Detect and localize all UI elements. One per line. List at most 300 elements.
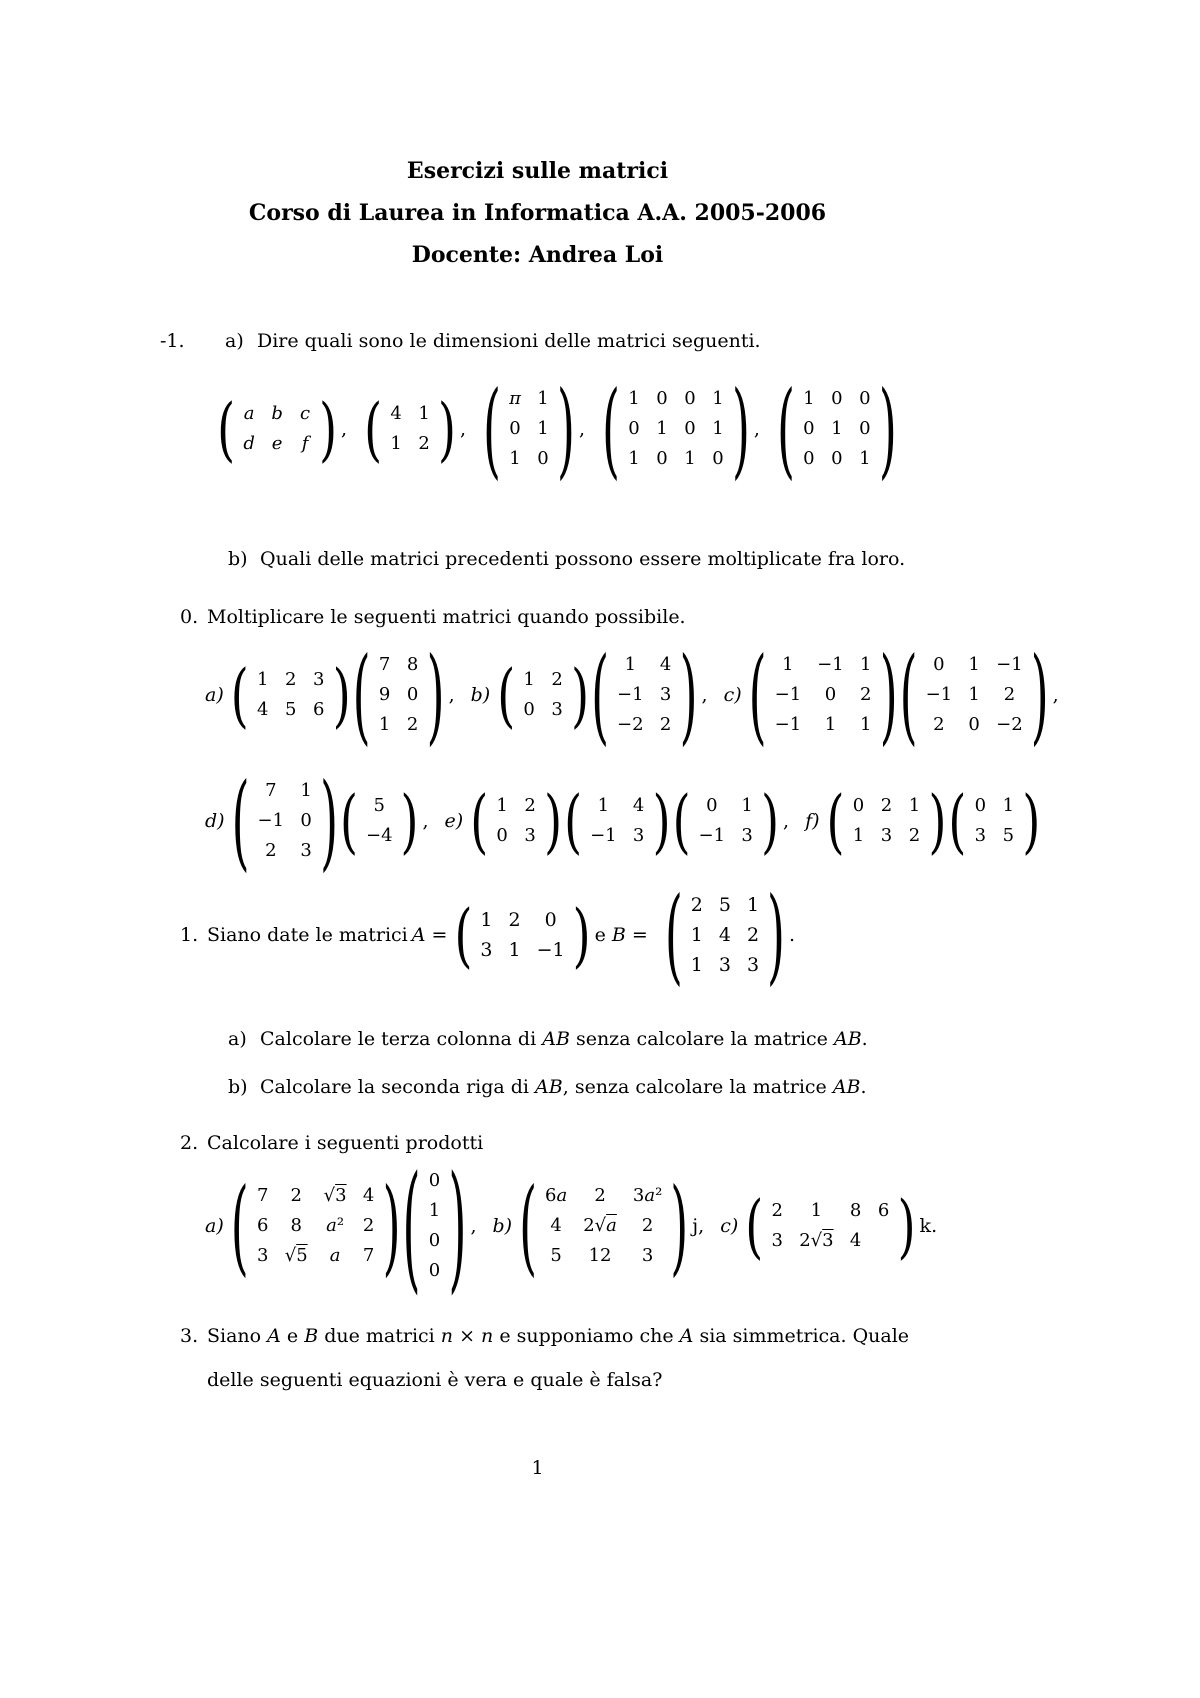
matrix-cell: 1 (537, 388, 549, 409)
text-part: , (460, 418, 467, 440)
matrix (519, 1165, 689, 1287)
matrix-grid (609, 650, 680, 740)
left-paren: ( (776, 368, 795, 490)
matrix-row (620, 414, 732, 444)
matrix-cell: 2 (406, 714, 419, 735)
right-paren: ) (320, 760, 339, 882)
matrix-row (966, 791, 1022, 821)
matrix-row (358, 821, 401, 851)
matrix-cell: 1 (741, 795, 753, 816)
text-part: e (594, 924, 612, 946)
matrix-cell: 7 (265, 780, 277, 801)
matrix-grid (620, 384, 732, 474)
matrix-cell: 1 (537, 418, 549, 439)
exercise-minus1-heading (150, 328, 1110, 354)
math-group (205, 634, 455, 756)
document-content (150, 0, 1110, 1479)
matrix-cell: 0 (428, 1260, 441, 1281)
group-after (341, 418, 347, 440)
matrix-cell: −1 (996, 654, 1023, 675)
matrix-grid (501, 384, 557, 474)
text-part: , (753, 418, 760, 440)
right-paren: ) (761, 780, 780, 862)
matrix-cell: 4 (849, 1230, 862, 1251)
sub-item-b-label: b) (228, 1076, 248, 1098)
group-after (754, 418, 760, 440)
item-number-2: 2. (180, 1132, 199, 1154)
matrix-grid (763, 1196, 897, 1256)
matrix-cell: √3 (323, 1185, 347, 1206)
matrix-cell: 2 (284, 669, 297, 690)
matrix-row (249, 665, 333, 695)
text-part: b) (492, 1215, 513, 1237)
matrix-cell: e (271, 433, 283, 454)
matrix-cell: 1 (810, 1200, 823, 1221)
group-label (205, 1215, 224, 1237)
left-paren: ( (602, 368, 620, 490)
matrix-cell: 0 (523, 699, 535, 720)
matrix-cell: 2 (508, 909, 521, 931)
matrix-cell: 6 (312, 699, 325, 720)
matrix-row (609, 710, 680, 740)
matrix-row (691, 821, 762, 851)
matrix-row (420, 1256, 448, 1286)
right-paren: ) (679, 634, 698, 756)
exercise-minus1-b (150, 546, 1110, 572)
matrix (899, 634, 1049, 756)
matrix-cell: f (301, 433, 309, 454)
text-part: B (611, 924, 626, 946)
matrix-row (918, 710, 1031, 740)
matrix-cell: 4 (550, 1215, 562, 1236)
left-paren: ( (826, 780, 845, 862)
matrix-cell: 7 (256, 1185, 269, 1206)
matrix-row (515, 665, 571, 695)
math-group (363, 388, 467, 470)
matrix-row (683, 950, 767, 980)
math-group (776, 368, 898, 490)
matrix-cell: 0 (968, 714, 980, 735)
text-part: sia simmetrica. Quale delle seguenti equazioni è vera e quale è falsa? (207, 1325, 910, 1391)
matrix-cell: 5 (1002, 825, 1015, 846)
matrix-cell: 1 (831, 418, 843, 439)
matrix-cell: 0 (656, 448, 668, 469)
math-group (205, 1145, 477, 1307)
text-part: = (625, 924, 648, 946)
matrix-grid (966, 791, 1022, 851)
math-group (664, 874, 796, 996)
group-after (789, 924, 795, 946)
matrix-cell: √5 (284, 1245, 308, 1266)
left-paren: ( (748, 634, 767, 756)
matrix-row (501, 414, 557, 444)
matrix-cell: 6 (256, 1215, 269, 1236)
matrix-cell: 0 (803, 418, 815, 439)
matrix-cell: −1 (617, 684, 644, 705)
matrix (591, 634, 698, 756)
right-paren: ) (438, 388, 456, 470)
matrix-cell: 3 (718, 954, 731, 976)
doc-title: Esercizi sulle matrici (406, 158, 669, 184)
matrix-cell: 4 (659, 654, 672, 675)
group-after (920, 1215, 938, 1237)
matrix-cell: 1 (690, 954, 703, 976)
matrix-cell: 0 (428, 1230, 441, 1251)
right-paren: ) (670, 1165, 689, 1287)
sub-item-b-text (260, 1074, 867, 1100)
group-label (471, 684, 491, 706)
matrix (470, 780, 563, 862)
matrix-grid (382, 399, 438, 459)
text-part: d) (205, 810, 225, 832)
matrix-row (488, 791, 544, 821)
text-part: AB (832, 1076, 861, 1098)
matrix-cell: 12 (588, 1245, 612, 1266)
text-part: a) (205, 684, 224, 706)
matrix-cell: 0 (496, 825, 508, 846)
matrix-cell: −1 (925, 684, 953, 705)
left-paren: ( (948, 780, 967, 862)
matrix-cell: 0 (684, 388, 696, 409)
matrix-row (763, 1226, 897, 1256)
text-part: senza calcolare la matrice (569, 1028, 834, 1050)
matrix-row (767, 650, 880, 680)
group-label (805, 810, 819, 832)
matrix-cell: −1 (817, 654, 844, 675)
text-part: Calcolare le terza colonna di (260, 1028, 543, 1050)
matrix-cell: 7 (378, 654, 391, 675)
matrix-cell: 1 (824, 714, 837, 735)
matrix-row (250, 836, 321, 866)
text-part: × (453, 1325, 482, 1347)
matrix (564, 780, 671, 862)
matrix-cell: 1 (508, 939, 521, 961)
matrix-row (844, 791, 928, 821)
left-paren: ( (230, 654, 249, 736)
matrix-cell: 4 (390, 403, 402, 424)
matrix-row (683, 890, 767, 920)
text-part: b) (470, 684, 491, 706)
doc-docente: Docente: Andrea Loi (411, 242, 664, 268)
matrix-row (472, 935, 572, 965)
matrix-cell: −1 (774, 684, 802, 705)
matrix-cell: −2 (617, 714, 644, 735)
math-group (720, 1185, 938, 1267)
matrices-row-ex-minus1 (150, 368, 980, 490)
matrix-cell: 1 (300, 780, 312, 801)
matrix-row (918, 650, 1031, 680)
matrix-cell: 2 (641, 1215, 654, 1236)
math-group (805, 780, 1041, 862)
matrix-cell: 5 (284, 699, 297, 720)
matrix-cell: 1 (712, 388, 724, 409)
matrix-cell: 1 (852, 825, 865, 846)
matrix-cell: 1 (968, 684, 980, 705)
matrix-grid (249, 1181, 383, 1271)
doc-subtitle: Corso di Laurea in Informatica A.A. 2005-2006 (248, 200, 827, 226)
matrix-cell: 1 (624, 654, 637, 675)
matrix-cell: −4 (365, 825, 393, 846)
left-paren: ( (454, 894, 473, 976)
matrix-row (371, 650, 427, 680)
text-part: j (692, 1215, 699, 1237)
matrix-row (795, 444, 879, 474)
text-part: n (440, 1325, 454, 1347)
group-after (579, 418, 585, 440)
matrix (948, 780, 1041, 862)
matrix-cell: 0 (544, 909, 557, 931)
left-paren: ( (230, 1165, 249, 1287)
matrix-cell: 2 (659, 714, 672, 735)
text-part: k (919, 1215, 932, 1237)
matrix-cell: 5 (718, 894, 731, 916)
matrix-cell: 2 (265, 840, 277, 861)
text-part: e) (444, 810, 464, 832)
sub-item-a-label: a) (228, 1028, 247, 1050)
text-part: f) (805, 810, 820, 832)
exercise-1-b (150, 1074, 1110, 1100)
text-part: a) (205, 1215, 224, 1237)
matrix-cell: 0 (537, 448, 549, 469)
matrix-cell: 3 (641, 1245, 654, 1266)
matrix-cell: 3 (659, 684, 672, 705)
matrix-cell: 0 (824, 684, 837, 705)
matrix-row (767, 680, 880, 710)
matrix-cell: 2 (859, 684, 872, 705)
right-paren: ) (897, 1185, 916, 1267)
left-paren: ( (231, 760, 250, 882)
group-after (1053, 684, 1059, 706)
math-group (216, 388, 348, 470)
matrix-cell: b (271, 403, 283, 424)
matrix-row (249, 1211, 383, 1241)
sub-item-a-text (260, 1026, 868, 1052)
matrix-cell: 0 (831, 448, 843, 469)
matrix-cell: 1 (859, 714, 872, 735)
matrix (231, 760, 339, 882)
matrix-cell: −1 (774, 714, 802, 735)
matrix-grid (691, 791, 762, 851)
matrix-row (371, 680, 427, 710)
matrix (364, 388, 456, 470)
matrix (602, 368, 750, 490)
group-label (205, 684, 224, 706)
matrix-cell: 8 (290, 1215, 302, 1236)
matrix-cell: 0 (406, 684, 419, 705)
text-part: n (481, 1325, 494, 1347)
right-paren: ) (928, 780, 947, 862)
left-paren: ( (519, 1165, 538, 1287)
matrix (352, 634, 445, 756)
matrix-grid (844, 791, 928, 851)
matrix-row (918, 680, 1031, 710)
matrix (217, 388, 338, 470)
matrix-cell: 6a (545, 1185, 568, 1206)
matrix-cell: 1 (496, 795, 508, 816)
matrix-cell: 1 (782, 654, 794, 675)
matrix-cell: 1 (523, 669, 535, 690)
group-after (783, 810, 789, 832)
matrix-row (537, 1181, 670, 1211)
text-part: , (341, 418, 348, 440)
right-paren: ) (731, 368, 750, 490)
text-part: B (304, 1325, 319, 1347)
matrix-row (537, 1211, 670, 1241)
exercise-2-text: Calcolare i seguenti prodotti (207, 1132, 484, 1154)
matrix-row (488, 821, 544, 851)
matrix-row (763, 1196, 897, 1226)
left-paren: ( (352, 634, 371, 756)
left-paren: ( (483, 368, 501, 490)
matrix-cell: 1 (803, 388, 815, 409)
right-paren: ) (652, 780, 671, 862)
matrix-row (472, 905, 572, 935)
left-paren: ( (497, 654, 516, 736)
matrix-cell: 1 (746, 894, 760, 916)
matrix-grid (420, 1166, 448, 1286)
text-part: AB (542, 1028, 570, 1050)
matrix (230, 1165, 401, 1287)
group-label (492, 1215, 512, 1237)
text-part: , (701, 684, 708, 706)
matrix-cell: 2√a (583, 1215, 617, 1236)
text-part: , (1052, 684, 1059, 706)
title-block (150, 0, 925, 276)
exercise-0-heading (150, 604, 1110, 630)
matrix-row (382, 399, 438, 429)
text-part: A (679, 1325, 694, 1347)
math-group (444, 780, 790, 862)
matrix-cell: 4 (362, 1185, 375, 1206)
matrix-cell: 1 (378, 714, 391, 735)
matrix-cell: a (329, 1245, 341, 1266)
text-part: . (860, 1076, 867, 1098)
matrix-cell: 0 (933, 654, 945, 675)
matrix-cell: 3a² (632, 1185, 663, 1206)
left-paren: ( (402, 1145, 421, 1307)
matrix-cell: 1 (968, 654, 980, 675)
matrix-cell: 8 (849, 1200, 862, 1221)
text-part: , (578, 418, 585, 440)
matrix-cell: 1 (712, 418, 724, 439)
exercise-3 (150, 1314, 1110, 1402)
matrix-cell: 2 (690, 894, 703, 916)
matrix-cell: 4 (632, 795, 645, 816)
exercise-1-matrices (411, 874, 811, 996)
matrix-cell: 1 (1002, 795, 1015, 816)
left-paren: ( (899, 634, 918, 756)
math-group (411, 894, 648, 976)
matrix-row (250, 806, 321, 836)
text-part: , (698, 1215, 705, 1237)
matrix-cell: 0 (803, 448, 815, 469)
exercise-1-a (150, 1026, 1110, 1052)
matrix-cell: 0 (974, 795, 987, 816)
matrix-grid (488, 791, 544, 851)
matrix-row (235, 399, 319, 429)
matrix-grid (235, 399, 319, 459)
right-paren: ) (878, 368, 897, 490)
matrix-cell: 3 (741, 825, 753, 846)
matrix-cell: c (300, 403, 311, 424)
matrix-row (235, 429, 319, 459)
matrix-cell: 1 (428, 1200, 441, 1221)
matrix-cell: 3 (771, 1230, 783, 1251)
page-number: 1 (531, 1457, 544, 1479)
group-after (470, 1215, 476, 1237)
text-part: A (411, 924, 426, 946)
matrix-cell: 0 (628, 418, 640, 439)
matrix-cell: 5 (550, 1245, 562, 1266)
matrix (483, 368, 575, 490)
matrix-row (582, 791, 653, 821)
matrix-grid (472, 905, 572, 965)
group-label (412, 924, 448, 946)
matrix-cell: 0 (509, 418, 521, 439)
matrix-cell: 2 (908, 825, 921, 846)
matrix-cell: 0 (706, 795, 718, 816)
matrix-cell: 6 (877, 1200, 890, 1221)
matrix-cell: 2 (290, 1185, 302, 1206)
left-paren: ( (745, 1185, 764, 1267)
matrix-row (767, 710, 880, 740)
text-part: , senza calcolare la matrice (562, 1076, 833, 1098)
exercise-3-text (207, 1314, 935, 1402)
matrix-cell: 1 (690, 924, 703, 946)
matrix-row (501, 444, 557, 474)
matrix-cell: 5 (373, 795, 385, 816)
right-paren: ) (571, 654, 590, 736)
matrix-cell: 0 (428, 1170, 441, 1191)
matrix-cell: 4 (256, 699, 269, 720)
matrix-cell: d (243, 433, 255, 454)
matrix-grid (537, 1181, 670, 1271)
matrix-row (249, 1181, 383, 1211)
exercise-2-heading (150, 1130, 1110, 1156)
matrix-cell: 1 (859, 448, 871, 469)
text-part: . (861, 1028, 868, 1050)
text-part: , (470, 1215, 477, 1237)
matrix-cell: 2 (524, 795, 536, 816)
matrix-row (515, 695, 571, 725)
matrix-cell: 1 (859, 654, 872, 675)
math-group (205, 760, 429, 882)
matrix (748, 634, 898, 756)
text-part: e (280, 1325, 305, 1347)
math-group (482, 368, 585, 490)
matrix-cell: 0 (852, 795, 865, 816)
text-part: Calcolare la seconda riga di (260, 1076, 536, 1098)
matrix-cell: 2 (880, 795, 893, 816)
matrix-cell: 1 (684, 448, 696, 469)
right-paren: ) (400, 780, 419, 862)
group-label (445, 810, 464, 832)
right-paren: ) (557, 368, 575, 490)
matrix-cell: 7 (362, 1245, 375, 1266)
matrix (664, 874, 785, 996)
matrix-row (501, 384, 557, 414)
right-paren: ) (319, 388, 338, 470)
text-part: . (789, 924, 796, 946)
matrix-cell: 2 (551, 669, 563, 690)
matrix-cell: 2 (594, 1185, 606, 1206)
matrix-cell: 0 (859, 388, 871, 409)
sub-item-a-text: Dire quali sono le dimensioni delle matrici seguenti. (257, 330, 761, 352)
right-paren: ) (382, 1165, 401, 1287)
text-part: , (448, 684, 455, 706)
matrix-cell: 0 (831, 388, 843, 409)
item-number-0: 0. (180, 606, 199, 628)
